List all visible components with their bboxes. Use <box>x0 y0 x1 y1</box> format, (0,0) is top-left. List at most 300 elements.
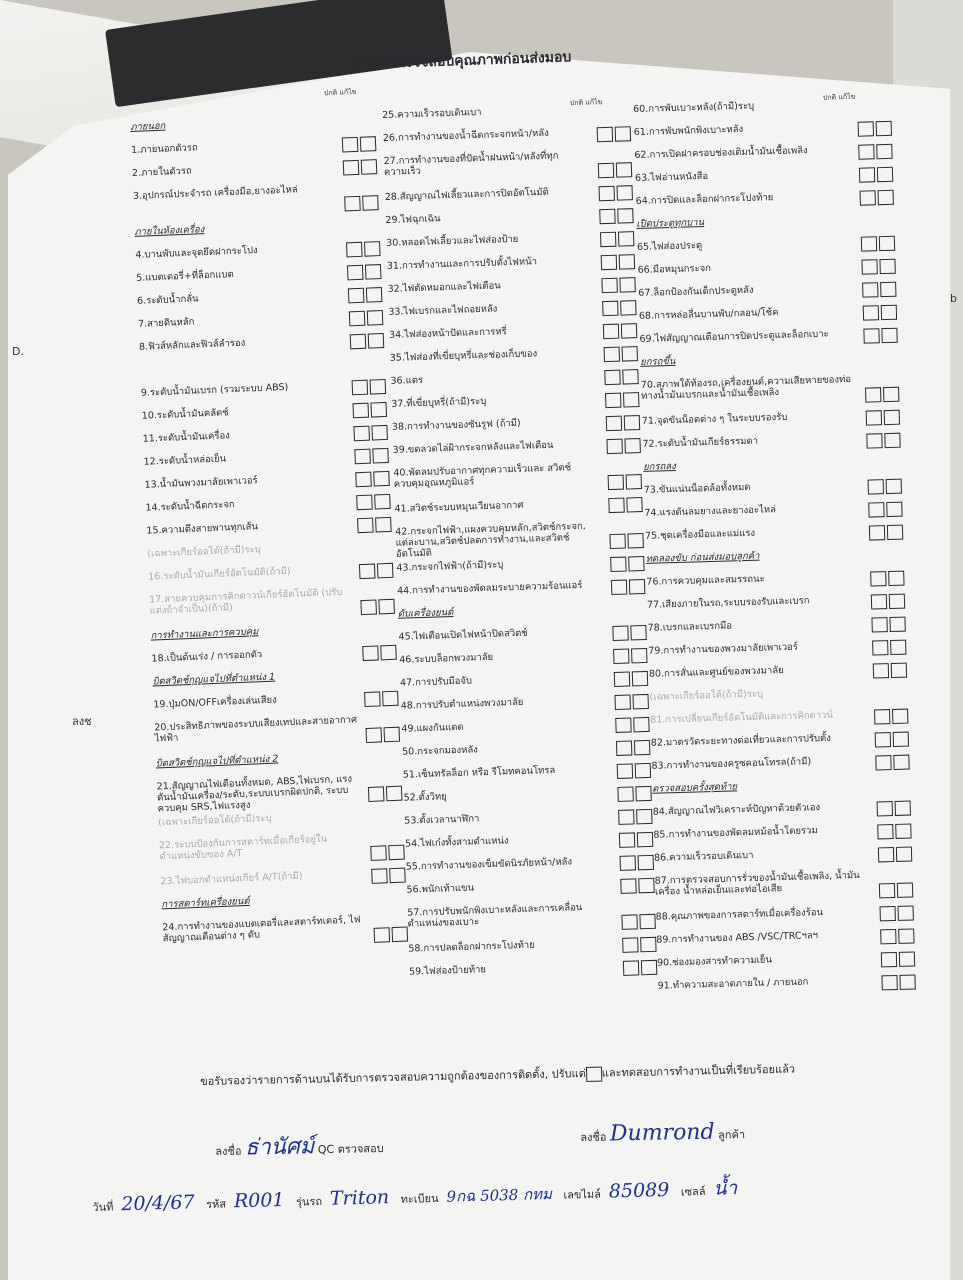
status-checkboxes <box>355 471 390 487</box>
item-label: 45.ไฟเตือนเปิดไฟหน้าปิดสวิตช์ <box>398 627 528 643</box>
normal-checkbox[interactable] <box>872 640 888 655</box>
color-value: น้ำ <box>713 1177 738 1200</box>
status-checkboxes <box>865 387 899 403</box>
normal-checkbox[interactable] <box>614 671 630 686</box>
normal-checkbox[interactable] <box>880 906 896 921</box>
normal-checkbox[interactable] <box>348 288 365 304</box>
fix-checkbox[interactable] <box>620 300 636 315</box>
normal-checkbox[interactable] <box>863 305 879 320</box>
fix-checkbox[interactable] <box>367 310 384 326</box>
item-label: 77.เสียงภายในรถ,ระบบรองรับและเบรก <box>646 595 810 611</box>
fix-checkbox[interactable] <box>879 259 895 274</box>
mileage-label: เลขไมล์ <box>563 1187 602 1202</box>
item-label: 37.ที่เขี่ยบุหรี่(ถ้ามี)ระบุ <box>391 395 487 410</box>
status-checkboxes <box>619 832 653 848</box>
fix-checkbox[interactable] <box>622 346 638 361</box>
normal-checkbox[interactable] <box>879 883 895 898</box>
fix-checkbox[interactable] <box>891 663 907 678</box>
code-label: รหัส <box>205 1197 227 1212</box>
margin-mark: b <box>950 292 957 305</box>
normal-checkbox[interactable] <box>870 571 886 586</box>
fix-checkbox[interactable] <box>898 928 914 943</box>
normal-checkbox[interactable] <box>374 927 391 943</box>
fix-checkbox[interactable] <box>886 502 902 517</box>
normal-checkbox[interactable] <box>861 236 877 251</box>
status-checkboxes <box>616 740 650 756</box>
normal-checkbox[interactable] <box>359 564 376 580</box>
fix-checkbox[interactable] <box>623 392 639 407</box>
fix-checkbox[interactable] <box>615 126 631 141</box>
item-label: 27.การทำงานของที่ปัดน้ำฝนหน้า/หลังที่ทุกความเร็ว <box>383 150 559 178</box>
item-label: 32.ไฟตัดหมอกและไฟเตือน <box>387 280 501 295</box>
item-label: 7.สายดินหลัก <box>137 316 195 330</box>
status-checkboxes <box>601 277 635 293</box>
normal-checkbox[interactable] <box>875 732 891 747</box>
fix-checkbox[interactable] <box>619 277 635 292</box>
normal-checkbox[interactable] <box>360 599 377 615</box>
fix-checkbox[interactable] <box>383 727 400 743</box>
item-label: การสตาร์ทเครื่องยนต์ <box>161 895 250 911</box>
status-checkboxes <box>600 231 634 247</box>
fix-checkbox[interactable] <box>368 333 385 349</box>
fix-checkbox[interactable] <box>362 195 379 211</box>
normal-checkbox[interactable] <box>343 160 360 176</box>
fix-checkbox[interactable] <box>370 402 387 418</box>
status-checkboxes <box>879 882 913 898</box>
status-checkboxes <box>862 282 896 298</box>
normal-checkbox[interactable] <box>609 534 625 549</box>
fix-checkbox[interactable] <box>361 159 378 175</box>
item-label: ยกรถขึ้น <box>640 355 676 368</box>
fix-checkbox[interactable] <box>887 525 903 540</box>
status-checkboxes <box>368 786 403 802</box>
normal-checkbox[interactable] <box>371 868 388 884</box>
status-checkboxes <box>858 121 892 137</box>
fix-checkbox[interactable] <box>886 479 902 494</box>
normal-checkbox[interactable] <box>352 380 369 396</box>
fix-checkbox[interactable] <box>876 121 892 136</box>
fix-checkbox[interactable] <box>388 845 405 861</box>
fix-checkbox[interactable] <box>878 190 894 205</box>
item-label: 30.หลอดไฟเลี้ยวและไฟส่องป้าย <box>386 233 519 249</box>
margin-mark: ลงช <box>72 715 92 728</box>
normal-checkbox[interactable] <box>610 557 626 572</box>
status-checkboxes <box>623 960 657 976</box>
normal-checkbox[interactable] <box>346 242 363 258</box>
status-checkboxes <box>863 328 897 344</box>
status-checkboxes <box>370 845 405 861</box>
fix-checkbox[interactable] <box>377 563 394 579</box>
fix-checkbox[interactable] <box>366 287 383 303</box>
status-checkboxes <box>342 136 377 152</box>
fix-checkbox[interactable] <box>380 645 397 661</box>
normal-checkbox[interactable] <box>606 439 622 454</box>
normal-checkbox[interactable] <box>618 809 634 824</box>
status-checkboxes <box>868 479 902 495</box>
item-label: 84.สัญญาณไฟวิเคราะห์ปัญหาด้วยตัวเอง <box>652 802 821 818</box>
fix-checkbox[interactable] <box>889 617 905 632</box>
normal-checkbox[interactable] <box>608 498 624 513</box>
status-checkboxes <box>364 691 399 707</box>
normal-checkbox[interactable] <box>871 594 887 609</box>
fix-checkbox[interactable] <box>640 937 656 952</box>
normal-checkbox[interactable] <box>370 845 387 861</box>
normal-checkbox[interactable] <box>868 502 884 517</box>
normal-checkbox[interactable] <box>597 127 613 142</box>
fix-checkbox[interactable] <box>638 878 654 893</box>
normal-checkbox[interactable] <box>865 387 881 402</box>
normal-checkbox[interactable] <box>622 937 638 952</box>
normal-checkbox[interactable] <box>604 370 620 385</box>
item-label: 53.ตั้งเวลานาฬิกา <box>404 813 480 827</box>
status-checkboxes <box>875 755 909 771</box>
normal-checkbox[interactable] <box>875 755 891 770</box>
item-label: 51.เซ็นทรัลล็อก หรือ รีโมทคอนโทรล <box>402 764 556 781</box>
normal-checkbox[interactable] <box>350 334 367 350</box>
fix-checkbox[interactable] <box>360 136 377 152</box>
fix-checkbox[interactable] <box>622 369 638 384</box>
item-label: 29.ไฟฉุกเฉิน <box>385 213 441 226</box>
fix-checkbox[interactable] <box>629 579 645 594</box>
fix-checkbox[interactable] <box>382 691 399 707</box>
normal-checkbox[interactable] <box>355 472 372 488</box>
status-checkboxes <box>357 517 392 533</box>
status-checkboxes <box>860 190 894 206</box>
fix-checkbox[interactable] <box>634 740 650 755</box>
normal-checkbox[interactable] <box>352 403 369 419</box>
status-checkboxes <box>617 786 651 802</box>
fix-checkbox[interactable] <box>372 448 389 464</box>
normal-checkbox[interactable] <box>349 311 366 327</box>
item-label: 41.สวิตช์ระบบหมุนเวียนอากาศ <box>394 499 524 515</box>
fix-checkbox[interactable] <box>631 648 647 663</box>
item-label: ทดลองขับ ก่อนส่งมอบลูกค้า <box>645 550 760 565</box>
status-checkboxes <box>871 617 905 633</box>
normal-checkbox[interactable] <box>364 691 381 707</box>
fix-checkbox[interactable] <box>884 433 900 448</box>
fix-checkbox[interactable] <box>877 167 893 182</box>
checklist-column-3 <box>633 92 916 1004</box>
status-header: ปกติ แก้ไข <box>323 87 357 98</box>
fix-checkbox[interactable] <box>893 732 909 747</box>
normal-checkbox[interactable] <box>611 580 627 595</box>
fix-checkbox[interactable] <box>890 640 906 655</box>
item-label: 4.บานพับและจุดยึดฝากระโปง <box>135 244 258 261</box>
item-label: 72.ระดับน้ำมันเกียร์ธรรมดา <box>642 435 759 450</box>
item-label: บิดสวิตช์กุญแจไปที่ตำแหน่ง 1 <box>152 671 276 688</box>
status-checkboxes <box>881 951 915 967</box>
fix-checkbox[interactable] <box>371 425 388 441</box>
item-label: 40.พัดลมปรับอากาศทุกความเร็วและ สวิตช์ควบคุมอุณหภูมิแอร์ <box>393 462 572 490</box>
item-label: 59.ไฟส่องป้ายท้าย <box>408 964 487 978</box>
normal-checkbox[interactable] <box>866 433 882 448</box>
fix-checkbox[interactable] <box>374 494 391 510</box>
fix-checkbox[interactable] <box>635 763 651 778</box>
item-label: 26.การทำงานของน้ำฉีดกระจกหน้า/หลัง <box>382 127 549 144</box>
fix-checkbox[interactable] <box>897 882 913 897</box>
status-checkboxes <box>868 502 902 518</box>
normal-checkbox[interactable] <box>880 929 896 944</box>
normal-checkbox[interactable] <box>601 278 617 293</box>
status-checkboxes <box>861 236 895 252</box>
status-header: ปกติ แก้ไข <box>569 98 603 108</box>
fix-checkbox[interactable] <box>897 905 913 920</box>
item-label: 22.ระบบป้องกันการสตาร์ทเมื่อเกียร์อยู่ใน ตำแหน่งขับของ A/T <box>158 833 328 863</box>
status-checkboxes <box>346 241 381 257</box>
fix-checkbox[interactable] <box>375 517 392 533</box>
fix-checkbox[interactable] <box>378 599 395 615</box>
fix-checkbox[interactable] <box>616 162 632 177</box>
item-label: 66.มือหมุนกระจก <box>637 262 712 276</box>
normal-checkbox[interactable] <box>362 645 379 661</box>
normal-checkbox[interactable] <box>344 196 361 212</box>
item-label: 36.แตร <box>390 374 424 387</box>
status-checkboxes <box>347 264 382 280</box>
item-label: (เฉพาะเกียร์ออโต้(ถ้ามี)ระบุ <box>147 544 261 560</box>
fix-checkbox[interactable] <box>626 497 642 512</box>
fix-checkbox[interactable] <box>365 264 382 280</box>
normal-checkbox[interactable] <box>357 518 374 534</box>
normal-checkbox[interactable] <box>620 855 636 870</box>
status-checkboxes <box>609 533 643 549</box>
normal-checkbox[interactable] <box>366 727 383 743</box>
normal-checkbox[interactable] <box>612 626 628 641</box>
status-checkboxes <box>599 185 633 201</box>
normal-checkbox[interactable] <box>614 694 630 709</box>
fix-checkbox[interactable] <box>619 254 635 269</box>
fix-checkbox[interactable] <box>888 571 904 586</box>
status-checkboxes <box>866 410 900 426</box>
normal-checkbox[interactable] <box>605 393 621 408</box>
normal-checkbox[interactable] <box>356 495 373 511</box>
status-checkboxes <box>344 195 379 211</box>
normal-checkbox[interactable] <box>354 449 371 465</box>
fix-checkbox[interactable] <box>895 824 911 839</box>
fix-checkbox[interactable] <box>637 832 653 847</box>
item-label: 43.กระจกไฟฟ้า(ถ้ามี)ระบุ <box>396 559 504 574</box>
normal-checkbox[interactable] <box>881 975 897 990</box>
item-label: 89.การทำงานของ ABS /VSC/TRCฯลฯ <box>656 930 819 946</box>
normal-checkbox[interactable] <box>623 960 639 975</box>
item-label: 20.ประสิทธิภาพของระบบเสียงเทปและสายอากาศไฟฟ้า <box>154 714 358 745</box>
fix-checkbox[interactable] <box>880 282 896 297</box>
fix-checkbox[interactable] <box>895 801 911 816</box>
item-label: 19.ปุ่มON/OFFเครื่องเล่นเสียง <box>153 694 278 711</box>
status-checkboxes <box>602 300 636 316</box>
fix-checkbox[interactable] <box>879 236 895 251</box>
item-label: 18.เป็นต้นเร่ง / การออกตัว <box>151 649 263 665</box>
status-checkboxes <box>610 556 644 572</box>
normal-checkbox[interactable] <box>861 259 877 274</box>
normal-checkbox[interactable] <box>619 832 635 847</box>
item-label: 60.การพับเบาะหลัง(ถ้ามี)ระบุ <box>633 100 755 115</box>
normal-checkbox[interactable] <box>602 301 618 316</box>
fix-checkbox[interactable] <box>389 868 406 884</box>
normal-checkbox[interactable] <box>860 190 876 205</box>
fix-checkbox[interactable] <box>624 438 640 453</box>
item-label: ภายนอก <box>130 120 166 133</box>
normal-checkbox[interactable] <box>608 475 624 490</box>
item-label: 76.การควบคุมและสมรรถนะ <box>646 573 765 588</box>
fix-checkbox[interactable] <box>370 379 387 395</box>
fix-checkbox[interactable] <box>889 594 905 609</box>
item-label: 61.การพับพนักพิงเบาะหลัง <box>633 123 744 138</box>
status-checkboxes <box>874 709 908 725</box>
normal-checkbox[interactable] <box>617 786 633 801</box>
fix-checkbox[interactable] <box>899 974 915 989</box>
fix-checkbox[interactable] <box>884 410 900 425</box>
status-checkboxes <box>611 579 645 595</box>
normal-checkbox[interactable] <box>868 479 884 494</box>
status-checkboxes <box>877 824 911 840</box>
normal-checkbox[interactable] <box>859 167 875 182</box>
normal-checkbox[interactable] <box>598 163 614 178</box>
normal-checkbox[interactable] <box>615 717 631 732</box>
status-header: ปกติ แก้ไข <box>822 92 856 102</box>
normal-checkbox[interactable] <box>874 709 890 724</box>
normal-checkbox[interactable] <box>858 121 874 136</box>
status-checkboxes <box>353 425 388 441</box>
certification-text-end: และทดสอบการทำงานเป็นที่เรียบร้อยแล้ว <box>601 1062 796 1080</box>
normal-checkbox[interactable] <box>858 144 874 159</box>
fix-checkbox[interactable] <box>881 305 897 320</box>
normal-checkbox[interactable] <box>863 328 879 343</box>
fix-checkbox[interactable] <box>876 144 892 159</box>
normal-checkbox[interactable] <box>878 847 894 862</box>
status-checkboxes <box>613 648 647 664</box>
item-label: 64.การปิดและล็อกฝากระโปงท้าย <box>635 192 774 207</box>
normal-checkbox[interactable] <box>603 324 619 339</box>
normal-checkbox[interactable] <box>617 763 633 778</box>
fix-checkbox[interactable] <box>636 809 652 824</box>
item-label: บิดสวิตช์กุญแจไปที่ตำแหน่ง 2 <box>155 753 279 770</box>
fix-checkbox[interactable] <box>630 625 646 640</box>
status-checkboxes <box>606 438 640 454</box>
fix-checkbox[interactable] <box>632 694 648 709</box>
normal-checkbox[interactable] <box>869 525 885 540</box>
fix-checkbox[interactable] <box>633 717 649 732</box>
status-checkboxes <box>881 974 915 990</box>
normal-checkbox[interactable] <box>873 663 889 678</box>
fix-checkbox[interactable] <box>883 387 899 402</box>
checklist-column-1 <box>130 87 408 958</box>
normal-checkbox[interactable] <box>620 878 636 893</box>
fix-checkbox[interactable] <box>364 241 381 257</box>
normal-checkbox[interactable] <box>599 209 615 224</box>
model-value: Triton <box>329 1186 390 1210</box>
fix-checkbox[interactable] <box>635 786 651 801</box>
fix-checkbox[interactable] <box>899 951 915 966</box>
normal-checkbox[interactable] <box>599 186 615 201</box>
status-checkboxes <box>877 801 911 817</box>
fix-checkbox[interactable] <box>881 328 897 343</box>
item-label: (เฉพาะเกียร์ออโต้(ถ้ามี)ระบุ <box>157 812 272 829</box>
item-label: 54.ไฟเก๋งทั้งสามตำแหน่ง <box>404 835 509 850</box>
normal-checkbox[interactable] <box>877 801 893 816</box>
status-checkboxes <box>871 594 905 610</box>
fix-checkbox[interactable] <box>638 855 654 870</box>
fix-checkbox[interactable] <box>618 231 634 246</box>
status-checkboxes <box>622 937 656 953</box>
fix-checkbox[interactable] <box>641 960 657 975</box>
status-checkboxes <box>374 927 409 943</box>
status-checkboxes <box>598 162 632 178</box>
fix-checkbox[interactable] <box>892 709 908 724</box>
normal-checkbox[interactable] <box>866 410 882 425</box>
normal-checkbox[interactable] <box>877 824 893 839</box>
item-label: 31.การทำงานและการปรับตั้งไฟหน้า <box>386 256 538 272</box>
item-label: 75.ชุดเครื่องมือและแม่แรง <box>644 527 756 542</box>
item-label: 14.ระดับน้ำฉีดกระจก <box>145 499 235 514</box>
status-checkboxes <box>343 159 378 175</box>
status-checkboxes <box>621 914 655 930</box>
normal-checkbox[interactable] <box>621 914 637 929</box>
item-label: 79.การทำงานของพวงมาลัยเพาเวอร์ <box>648 641 799 657</box>
normal-checkbox[interactable] <box>862 282 878 297</box>
item-label: 62.การเปิดฝาครอบช่องเติมน้ำมันเชื้อเพลิง <box>634 145 808 161</box>
item-label: 44.การทำงานของพัดลมระบายความร้อนแอร์ <box>396 579 583 597</box>
status-checkboxes <box>612 625 646 641</box>
status-checkboxes <box>608 497 642 513</box>
item-label: 70.สภาพใต้ท้องรถ,เครื่องยนต์,ความเสียหายของท่อทางน้ำมันเบรกและน้ำมันเชื้อเพลิง <box>640 374 852 402</box>
normal-checkbox[interactable] <box>601 255 617 270</box>
fix-checkbox[interactable] <box>626 474 642 489</box>
fix-checkbox[interactable] <box>392 927 409 943</box>
fix-checkbox[interactable] <box>616 185 632 200</box>
item-label: 39.ขดลวดไล่ฝ้ากระจกหลังและไฟเตือน <box>392 439 554 456</box>
fix-checkbox[interactable] <box>617 208 633 223</box>
item-label: 5.แบตเตอรี่+ที่ล็อกแบต <box>136 268 234 284</box>
status-checkboxes <box>606 415 640 431</box>
certification-checkbox[interactable] <box>586 1066 602 1081</box>
fix-checkbox[interactable] <box>373 471 390 487</box>
item-label: เปิดประตูทุกบาน <box>636 217 705 230</box>
item-label: 6.ระดับน้ำกลั่น <box>136 293 199 307</box>
item-label: 55.การทำงานของเข็มขัดนิรภัยหน้า/หลัง <box>405 856 573 873</box>
normal-checkbox[interactable] <box>613 649 629 664</box>
item-label: 3.อุปกรณ์ประจำรถ เครื่องมือ,ยางอะไหล่ <box>132 184 298 202</box>
status-checkboxes <box>859 167 893 183</box>
fix-checkbox[interactable] <box>627 533 643 548</box>
fix-checkbox[interactable] <box>621 323 637 338</box>
status-checkboxes <box>614 671 648 687</box>
normal-checkbox[interactable] <box>600 232 616 247</box>
item-label: 52.ตั้งวิทยุ <box>403 791 447 804</box>
fix-checkbox[interactable] <box>386 786 403 802</box>
normal-checkbox[interactable] <box>342 137 359 153</box>
normal-checkbox[interactable] <box>604 347 620 362</box>
item-label: 12.ระดับน้ำหล่อเย็น <box>143 453 227 468</box>
fix-checkbox[interactable] <box>896 847 912 862</box>
item-label: (เฉพาะเกียร์ออโต้(ถ้ามี)ระบุ <box>649 688 764 703</box>
status-checkboxes <box>597 126 631 142</box>
normal-checkbox[interactable] <box>881 952 897 967</box>
normal-checkbox[interactable] <box>606 416 622 431</box>
normal-checkbox[interactable] <box>353 426 370 442</box>
normal-checkbox[interactable] <box>871 617 887 632</box>
fix-checkbox[interactable] <box>624 415 640 430</box>
normal-checkbox[interactable] <box>616 740 632 755</box>
fix-checkbox[interactable] <box>628 556 644 571</box>
fix-checkbox[interactable] <box>632 671 648 686</box>
fix-checkbox[interactable] <box>639 914 655 929</box>
qc-signature: ธ่านัศม์ <box>244 1134 315 1161</box>
normal-checkbox[interactable] <box>347 265 364 281</box>
item-label: 83.การทำงานของครูซคอนโทรล(ถ้ามี) <box>651 756 812 772</box>
fix-checkbox[interactable] <box>893 755 909 770</box>
normal-checkbox[interactable] <box>368 786 385 802</box>
item-label: ยกรถลง <box>642 460 676 473</box>
